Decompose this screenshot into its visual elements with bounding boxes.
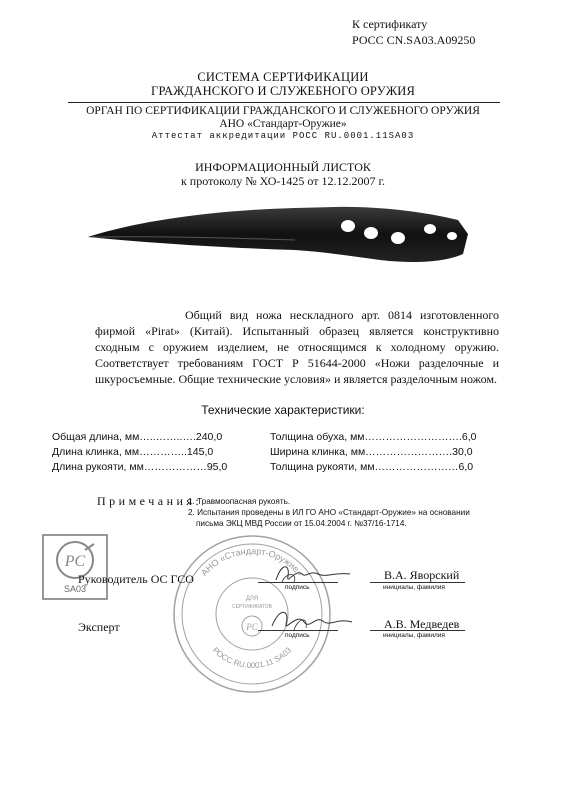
notes-list bbox=[188, 496, 508, 529]
seal-center-text1: ДЛЯ bbox=[245, 596, 259, 602]
rst-certification-mark bbox=[40, 532, 110, 602]
accreditation-line: Аттестат аккредитации РОСС RU.0001.11SA03 bbox=[151, 131, 415, 141]
head-name: В.А. Яворский bbox=[384, 568, 460, 582]
note-item: 2. Испытания проведены в ИЛ ГО АНО «Стандарт-Оружие» на основании bbox=[188, 508, 470, 517]
spec-handle-thickness: Толщина рукояти, мм……………………6,0 bbox=[270, 461, 474, 473]
signature-caption: подпись bbox=[285, 632, 310, 639]
spec-handle-length: Длина рукояти, мм………………95,0 bbox=[52, 461, 228, 473]
specifications-left bbox=[52, 430, 227, 475]
seal-bottom-text: РОСС RU.0001.11 SA03 bbox=[210, 645, 294, 671]
spec-spine-thickness: Толщина обуха, мм……………………….6,0 bbox=[270, 431, 477, 443]
cert-ref-number: РОСС CN.SA03.A09250 bbox=[352, 33, 476, 47]
info-sheet-title: ИНФОРМАЦИОННЫЙ ЛИСТОК bbox=[195, 160, 371, 174]
handwritten-signatures bbox=[268, 552, 358, 652]
expert-label: Эксперт bbox=[78, 620, 120, 634]
system-title bbox=[0, 70, 566, 98]
spec-blade-length: Длина клинка, мм…………..145,0 bbox=[52, 446, 214, 458]
header-divider bbox=[68, 102, 500, 103]
name-caption: инициалы, фамилия bbox=[383, 584, 445, 591]
signature-caption: подпись bbox=[285, 584, 310, 591]
note-item: 1. Травмоопасная рукоять. bbox=[188, 497, 291, 506]
note-item: письма ЭКЦ МВД России от 15.04.2004 г. №37/16-1714. bbox=[196, 519, 407, 528]
certification-body bbox=[0, 105, 566, 131]
system-title-line2: ГРАЖДАНСКОГО И СЛУЖЕБНОГО ОРУЖИЯ bbox=[151, 84, 415, 98]
head-label: Руководитель ОС ГСО bbox=[78, 572, 194, 586]
spec-total-length: Общая длина, мм…..……..….240,0 bbox=[52, 431, 223, 443]
svg-text:PC: PC bbox=[64, 553, 86, 570]
rst-mark-code: SA03 bbox=[63, 584, 87, 594]
specifications-title: Технические характеристики: bbox=[201, 403, 365, 417]
name-caption: инициалы, фамилия bbox=[383, 632, 445, 639]
spec-blade-width: Ширина клинка, мм…………………….30,0 bbox=[270, 446, 473, 458]
svg-text:PC: PC bbox=[246, 622, 258, 632]
specifications-right bbox=[270, 430, 477, 475]
knife-image bbox=[80, 192, 470, 282]
certification-body-line2: АНО «Стандарт-Оружие» bbox=[219, 118, 347, 130]
protocol-reference: к протоколу № ХО-1425 от 12.12.2007 г. bbox=[180, 174, 386, 188]
knife-description: Общий вид ножа нескладного арт. 0814 изготовленного фирмой «Pirat» (Китай). Испытанный образец является конструктивно сходным с оружием изделием, не относящимся к холодному оружию. Соответствует требованиям ГОСТ Р 51644-2000 «Ножи разделочные и шкуросъемные. Общие технические условия» и является разделочным ножом. bbox=[95, 308, 499, 386]
cert-ref-line1: К сертификату bbox=[352, 17, 428, 31]
expert-name: А.В. Медведев bbox=[384, 617, 460, 631]
seal-top-text: АНО «Стандарт-Оружие» bbox=[199, 545, 305, 578]
notes-label: Примечания: bbox=[97, 494, 203, 508]
seal-center-text2: СЕРТИФИКАТОВ bbox=[231, 604, 273, 610]
certification-body-line1: ОРГАН ПО СЕРТИФИКАЦИИ ГРАЖДАНСКОГО И СЛУЖЕБНОГО ОРУЖИЯ bbox=[86, 105, 480, 117]
system-title-line1: СИСТЕМА СЕРТИФИКАЦИИ bbox=[197, 70, 369, 84]
certificate-reference bbox=[352, 16, 475, 48]
